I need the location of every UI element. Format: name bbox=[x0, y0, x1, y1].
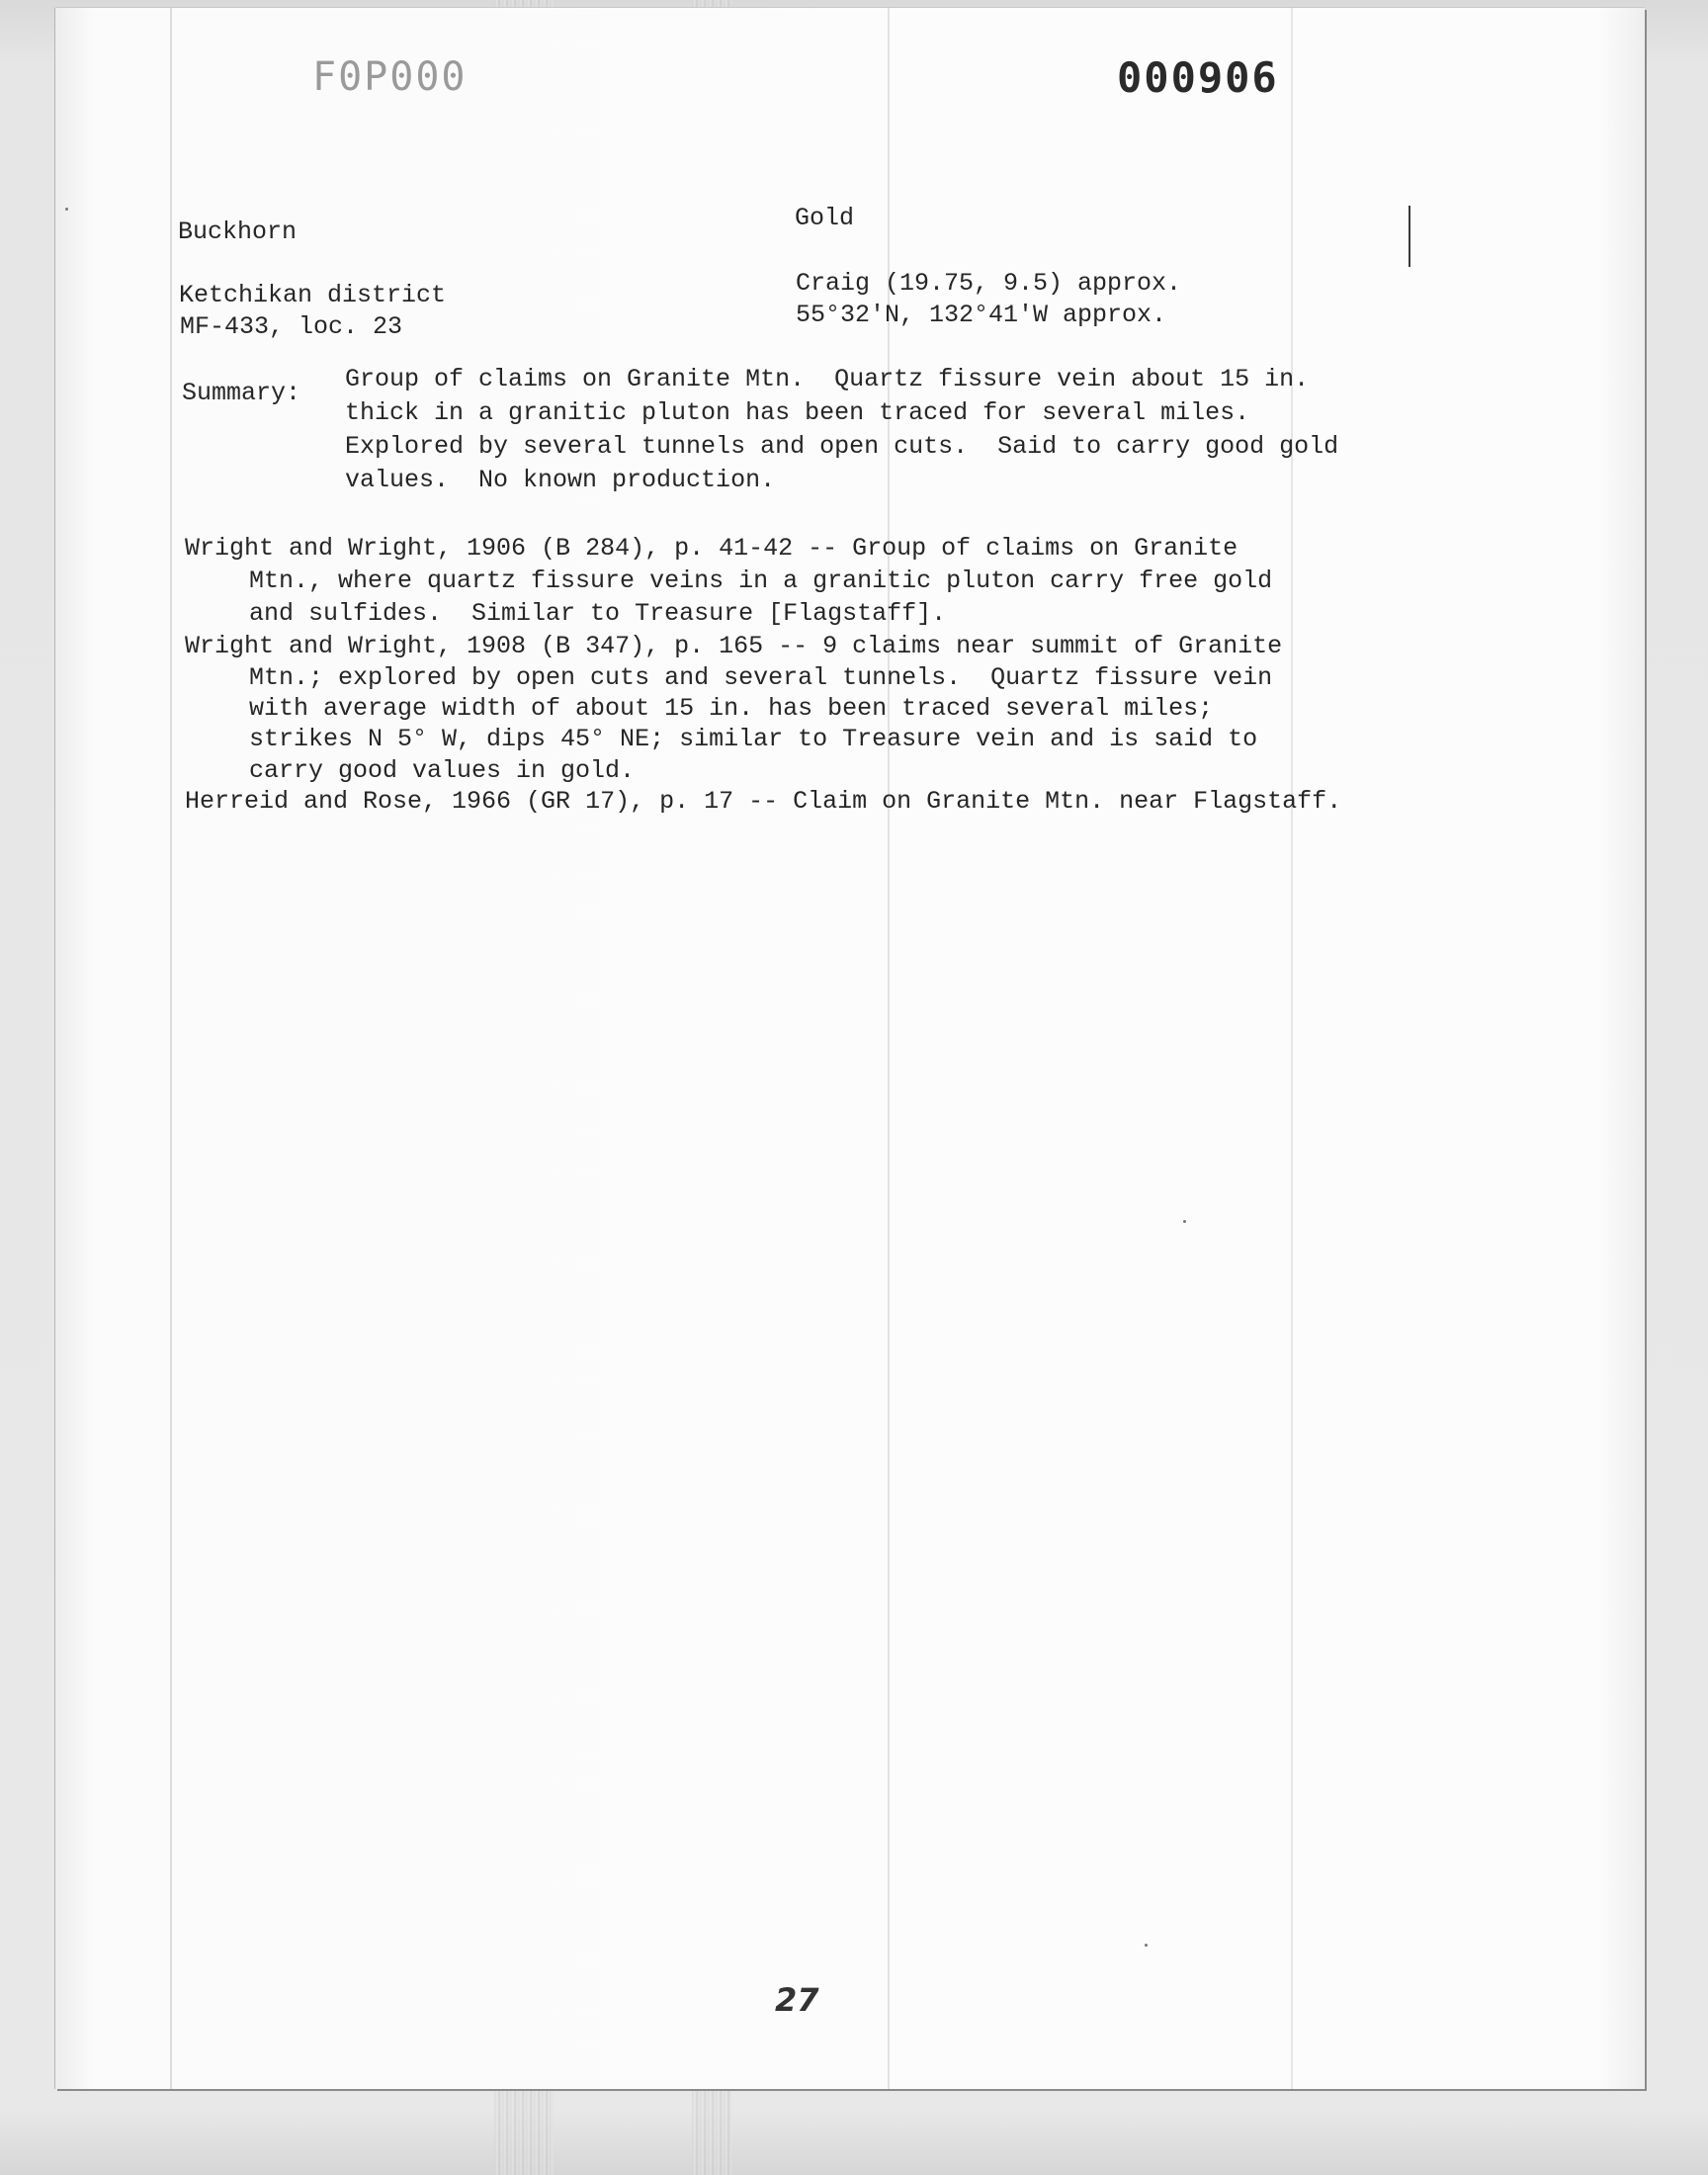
record-district: Ketchikan district bbox=[179, 281, 447, 309]
reference-entry: Herreid and Rose, 1966 (GR 17), p. 17 -- Claim on Granite Mtn. near Flagstaff. bbox=[185, 787, 1342, 816]
summary-line: Group of claims on Granite Mtn. Quartz fissure vein about 15 in. bbox=[345, 365, 1310, 393]
reference-continuation: strikes N 5° W, dips 45° NE; similar to Treasure vein and is said to bbox=[249, 725, 1258, 753]
page-fold-line bbox=[170, 8, 172, 2089]
reference-entry: Wright and Wright, 1906 (B 284), p. 41-42 -- Group of claims on Granite bbox=[185, 534, 1238, 563]
scan-speck bbox=[1183, 1220, 1186, 1223]
scan-speck bbox=[1145, 1944, 1148, 1947]
reference-continuation: and sulfides. Similar to Treasure [Flagstaff]. bbox=[249, 599, 947, 628]
reference-continuation: carry good values in gold. bbox=[249, 756, 636, 785]
stamp-right: 000906 bbox=[1117, 53, 1279, 102]
record-commodity: Gold bbox=[795, 204, 855, 232]
scan-speck bbox=[65, 208, 68, 211]
summary-line: thick in a granitic pluton has been traced for several miles. bbox=[345, 398, 1250, 427]
reference-continuation: Mtn., where quartz fissure veins in a granitic pluton carry free gold bbox=[249, 566, 1273, 595]
summary-line: Explored by several tunnels and open cuts. Said to carry good gold bbox=[345, 432, 1339, 461]
margin-mark bbox=[1409, 206, 1410, 267]
record-name: Buckhorn bbox=[178, 218, 298, 246]
stamp-left: F0P000 bbox=[312, 54, 468, 100]
reference-continuation: with average width of about 15 in. has been traced several miles; bbox=[249, 694, 1214, 723]
summary-line: values. No known production. bbox=[345, 466, 776, 494]
record-map-ref: MF-433, loc. 23 bbox=[180, 312, 403, 341]
page-fold-line bbox=[1291, 8, 1293, 2089]
record-quadrangle: Craig (19.75, 9.5) approx. bbox=[796, 269, 1182, 298]
reference-entry: Wright and Wright, 1908 (B 347), p. 165 -- 9 claims near summit of Granite bbox=[185, 632, 1283, 660]
page-number: 27 bbox=[775, 1981, 819, 2019]
summary-label: Summary: bbox=[182, 379, 301, 407]
reference-continuation: Mtn.; explored by open cuts and several tunnels. Quartz fissure vein bbox=[249, 663, 1273, 692]
record-coordinates: 55°32'N, 132°41'W approx. bbox=[796, 301, 1167, 329]
